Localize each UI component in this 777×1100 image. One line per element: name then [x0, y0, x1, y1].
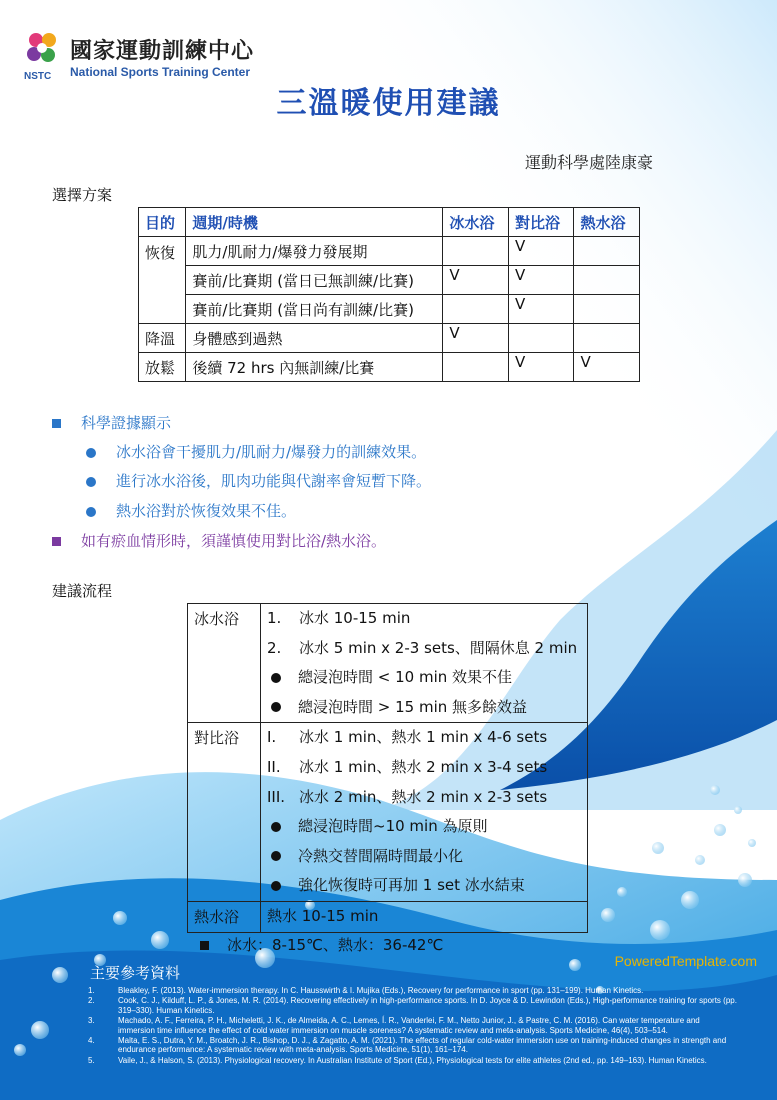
- step-text: 冰水 2 min、熱水 2 min x 2-3 sets: [299, 787, 548, 806]
- cell-hot: V: [574, 353, 640, 382]
- step-marker: 2.: [267, 638, 282, 657]
- col-header-purpose: 目的: [139, 208, 186, 237]
- col-header-timing: 週期/時機: [186, 208, 443, 237]
- references-heading: 主要參考資料: [90, 964, 181, 982]
- round-bullet-icon: [271, 851, 281, 861]
- step-text: 熱水 10-15 min: [267, 906, 379, 925]
- reference-text: Malta, E. S., Dutra, Y. M., Broatch, J. R., Bishop, D. J., & Zagatto, A. M. (2021). The effects of regular cold-water immersion use on training-induced changes in strength and endurance performance: A systematic review with meta-analysis. Sports Medicine, 51(1), 161–174.: [118, 1036, 727, 1055]
- reference-item: [88, 986, 738, 995]
- col-header-hot: 熱水浴: [574, 208, 640, 237]
- table-header-row: [139, 208, 640, 237]
- evidence-heading-item: [52, 412, 171, 433]
- page-title: 三溫暖使用建議: [276, 86, 501, 121]
- cell-ice: V: [443, 324, 509, 353]
- procedure-table: [187, 603, 588, 933]
- cell-ice: [443, 353, 509, 382]
- list-item: [261, 871, 587, 901]
- ice-bath-label: 冰水浴: [188, 604, 261, 723]
- hot-bath-label: 熱水浴: [188, 901, 261, 932]
- list-item: [261, 842, 587, 872]
- step-text: 總浸泡時間 < 10 min 效果不佳: [298, 668, 513, 687]
- step-text: 總浸泡時間 > 15 min 無多餘效益: [298, 697, 528, 716]
- reference-item: [88, 996, 738, 1015]
- square-bullet-icon: [200, 941, 209, 950]
- reference-item: [88, 1056, 738, 1065]
- contrast-bath-steps: [261, 723, 588, 902]
- cell-hot: [574, 324, 640, 353]
- org-name-cn: 國家運動訓練中心: [70, 39, 255, 64]
- table-row: [139, 266, 640, 295]
- reference-text: Bleakley, F. (2013). Water-immersion therapy. In C. Hausswirth & I. Mujika (Eds.), Recovery for performance in sport (pp. 131–199). Human Kinetics.: [118, 986, 644, 995]
- list-item: [86, 470, 431, 491]
- reference-number: 3.: [88, 1016, 95, 1026]
- cell-hot: [574, 266, 640, 295]
- step-text: 冰水 1 min、熱水 2 min x 3-4 sets: [299, 757, 548, 776]
- table-row: [188, 901, 588, 932]
- cell-timing: 賽前/比賽期 (當日尚有訓練/比賽): [186, 295, 443, 324]
- evidence-heading: 科學證據顯示: [81, 414, 172, 432]
- step-text: 冰水 10-15 min: [299, 609, 411, 627]
- step-marker: III.: [267, 787, 286, 806]
- col-header-contrast: 對比浴: [508, 208, 574, 237]
- cell-purpose: 恢復: [139, 237, 186, 324]
- list-item: [261, 663, 587, 693]
- cell-contrast: [508, 324, 574, 353]
- temperature-text: 冰水：8-15℃、熱水：36-42℃: [227, 936, 444, 954]
- cell-contrast: V: [508, 237, 574, 266]
- round-bullet-icon: [86, 477, 96, 487]
- org-abbr: NSTC: [24, 71, 52, 82]
- list-item: [261, 812, 587, 842]
- round-bullet-icon: [271, 881, 281, 891]
- round-bullet-icon: [86, 448, 96, 458]
- references-list: [88, 986, 738, 1066]
- reference-number: 5.: [88, 1055, 95, 1065]
- temperature-note: [200, 934, 443, 955]
- table-row: [139, 353, 640, 382]
- list-item: [261, 723, 587, 753]
- list-item: [86, 441, 426, 462]
- cell-ice: [443, 295, 509, 324]
- watermark: PoweredTemplate.com: [614, 953, 757, 969]
- table-row: [139, 324, 640, 353]
- cell-ice: V: [443, 266, 509, 295]
- reference-item: [88, 1016, 738, 1035]
- cell-hot: [574, 295, 640, 324]
- list-item: [261, 693, 587, 723]
- warning-item: [52, 530, 386, 551]
- author: 運動科學處陸康豪: [524, 153, 653, 172]
- hot-bath-steps: [261, 901, 588, 932]
- table-row: [139, 237, 640, 266]
- table-row: [188, 604, 588, 723]
- round-bullet-icon: [271, 702, 281, 712]
- list-item: [261, 634, 587, 664]
- ice-bath-steps: [261, 604, 588, 723]
- reference-text: Cook, C. J., Kilduff, L. P., & Jones, M. R. (2014). Recovering effectively in high-performance sports. In D. Joyce & D. Lewindon (Eds.), High-performance training for sports (pp. 319–330). Human Kinetics.: [118, 996, 737, 1015]
- step-marker: I.: [267, 728, 277, 747]
- cell-hot: [574, 237, 640, 266]
- list-item: [261, 783, 587, 813]
- round-bullet-icon: [86, 507, 96, 517]
- reference-number: 2.: [88, 996, 95, 1006]
- step-text: 冷熱交替間隔時間最小化: [298, 846, 464, 865]
- section-label-options: 選擇方案: [52, 186, 113, 204]
- cell-timing: 賽前/比賽期 (當日已無訓練/比賽): [186, 266, 443, 295]
- section-label-procedure: 建議流程: [52, 582, 113, 600]
- step-marker: II.: [267, 757, 281, 776]
- square-bullet-icon: [52, 419, 61, 428]
- cell-purpose: 放鬆: [139, 353, 186, 382]
- reference-number: 4.: [88, 1036, 95, 1046]
- cell-purpose: 降溫: [139, 324, 186, 353]
- evidence-point: 熱水浴對於恢復效果不佳。: [116, 502, 297, 520]
- list-item: [86, 500, 296, 521]
- cell-contrast: V: [508, 295, 574, 324]
- reference-item: [88, 1036, 738, 1055]
- step-text: 總浸泡時間~10 min 為原則: [298, 817, 488, 836]
- evidence-point: 進行冰水浴後，肌肉功能與代謝率會短暫下降。: [116, 472, 432, 490]
- table-row: [139, 295, 640, 324]
- contrast-bath-label: 對比浴: [188, 723, 261, 902]
- cell-ice: [443, 237, 509, 266]
- cell-timing: 肌力/肌耐力/爆發力發展期: [186, 237, 443, 266]
- cell-timing: 身體感到過熱: [186, 324, 443, 353]
- step-text: 冰水 1 min、熱水 1 min x 4-6 sets: [299, 728, 548, 747]
- round-bullet-icon: [271, 822, 281, 832]
- cell-contrast: V: [508, 266, 574, 295]
- table-row: [188, 723, 588, 902]
- reference-text: Machado, A. F., Ferreira, P. H., Micheletti, J. K., de Almeida, A. C., Lemes, Í. R., Vanderlei, F. M., Netto Junior, J., & Pastre, C. M. (2016). Can water temperature and immersion time influence the effect of cold water immersion on muscle soreness? A systematic review and meta-analysis. Sports Medicine, 46(4), 503–514.: [118, 1016, 700, 1035]
- cell-timing: 後續 72 hrs 內無訓練/比賽: [186, 353, 443, 382]
- list-item: [261, 604, 587, 634]
- step-marker: 1.: [267, 609, 282, 627]
- step-text: 冰水 5 min x 2-3 sets、間隔休息 2 min: [299, 638, 578, 657]
- evidence-point: 冰水浴會干擾肌力/肌耐力/爆發力的訓練效果。: [116, 443, 427, 461]
- nstc-logo-icon: [22, 28, 62, 68]
- square-bullet-icon: [52, 537, 61, 546]
- options-table: [138, 207, 640, 382]
- org-name-en: National Sports Training Center: [70, 65, 251, 79]
- step-text: 強化恢復時可再加 1 set 冰水結束: [298, 876, 525, 895]
- reference-text: Vaile, J., & Halson, S. (2013). Physiological recovery. In Australian Institute of Sport (Ed.), Physiological tests for elite athletes (2nd ed., pp. 149–163). Human Kinetics.: [118, 1055, 707, 1065]
- warning-text: 如有瘀血情形時，須謹慎使用對比浴/熱水浴。: [81, 532, 387, 550]
- round-bullet-icon: [271, 673, 281, 683]
- list-item: [261, 753, 587, 783]
- col-header-ice: 冰水浴: [443, 208, 509, 237]
- cell-contrast: V: [508, 353, 574, 382]
- reference-number: 1.: [88, 986, 95, 995]
